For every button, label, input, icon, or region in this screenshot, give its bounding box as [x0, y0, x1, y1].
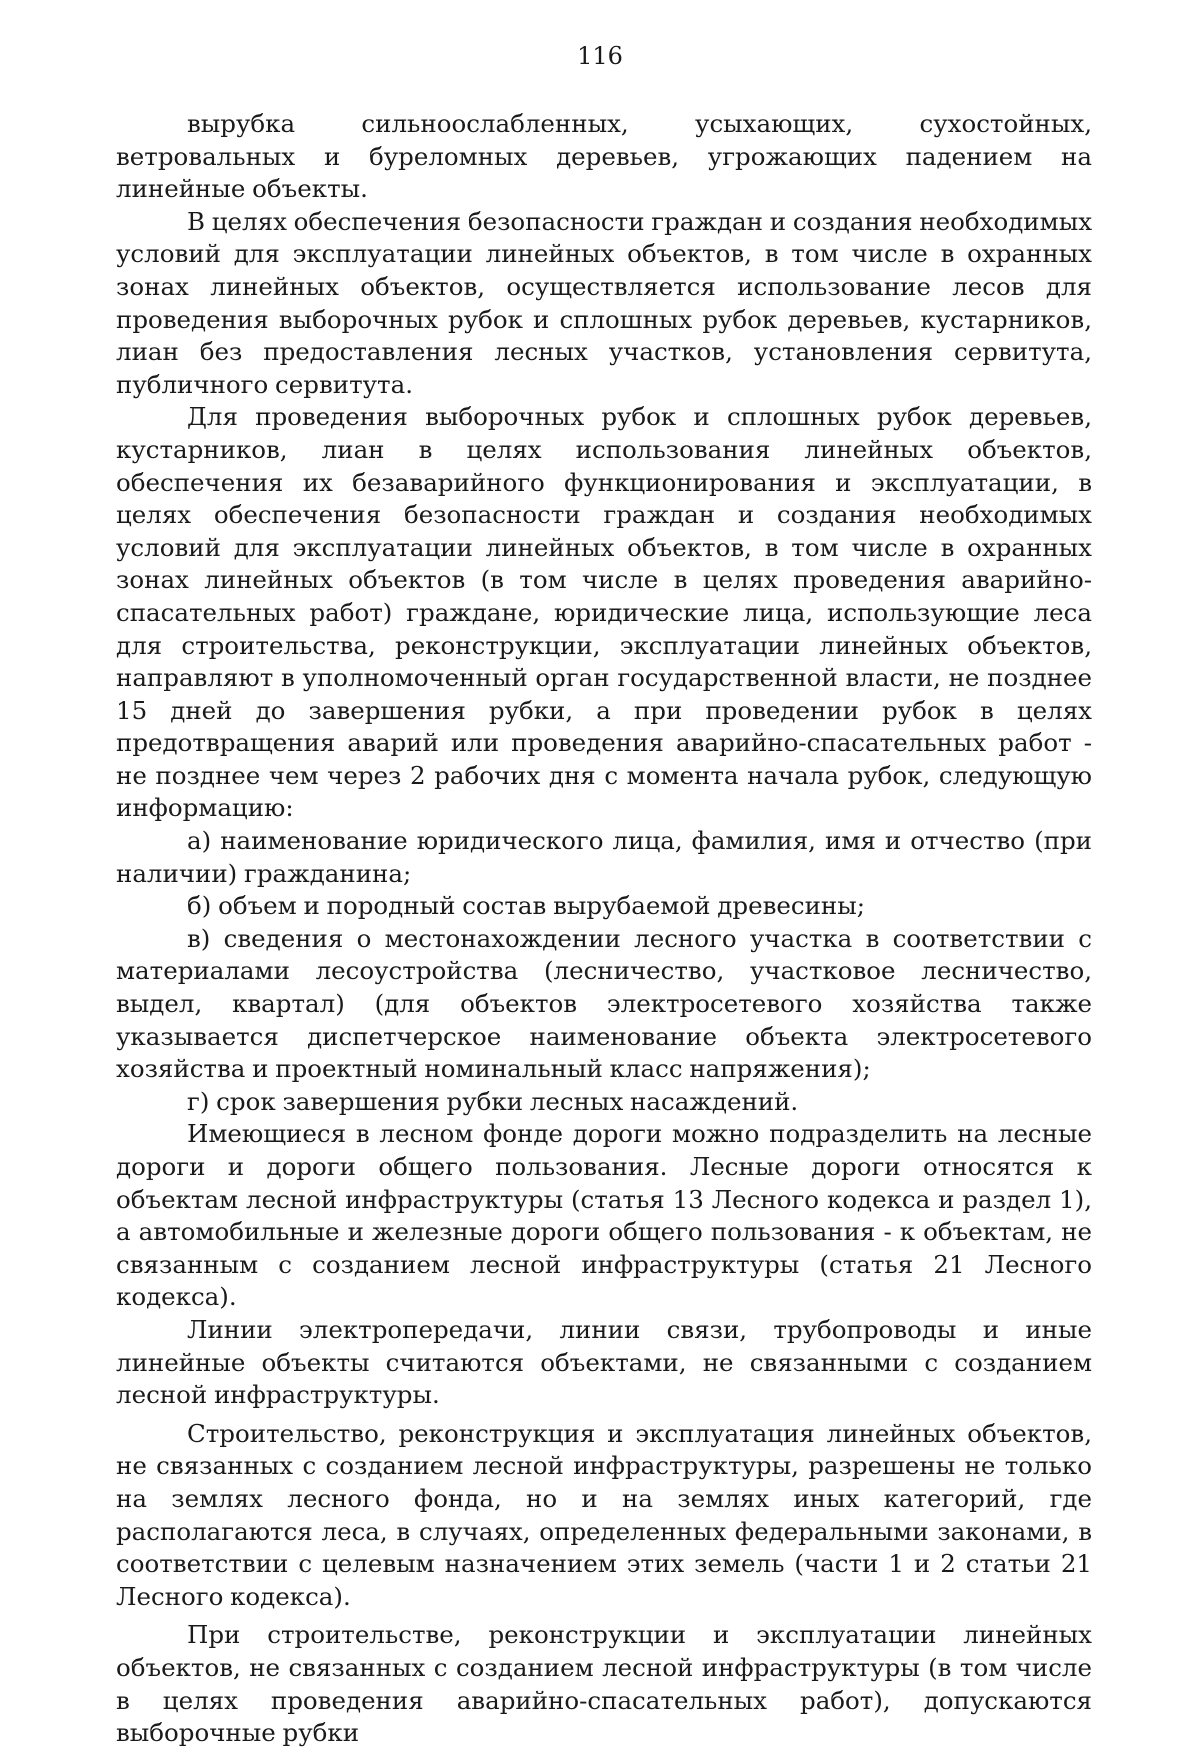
list-item-g: г) срок завершения рубки лесных насаждений.	[187, 1086, 799, 1116]
list-item-v: в) сведения о местонахождении лесного участка в соответствии с материалами лесоустройства (лесничество, участковое лесничество, выдел, квартал) (для объектов электросетевого хозяйства также указывается диспетчерское наименование объекта электросетевого хозяйства и проектный номинальный класс напряжения);	[116, 923, 1092, 1084]
paragraph-cuttings: При строительстве, реконструкции и эксплуатации линейных объектов, не связанных с созданием лесной инфраструктуры (в том числе в целях проведения аварийно-спасательных работ), допускаются выборочные рубки	[116, 1620, 1092, 1748]
paragraph-power-lines: Линии электропередачи, линии связи, трубопроводы и иные линейные объекты считаются объектами, не связанными с созданием лесной инфраструктуры.	[116, 1314, 1092, 1410]
paragraph-1: вырубка сильноослабленных, усыхающих, сухостойных, ветровальных и буреломных деревьев, угрожающих падением на линейные объекты.	[116, 109, 1092, 204]
list-item-b: б) объем и породный состав вырубаемой древесины;	[187, 891, 865, 921]
page-number: 116	[577, 42, 623, 70]
document-body	[116, 108, 1092, 1750]
paragraph-3: Для проведения выборочных рубок и сплошных рубок деревьев, кустарников, лиан в целях использования линейных объектов, обеспечения их безаварийного функционирования и эксплуатации, в целях обеспечения безопасности граждан и создания необходимых условий для эксплуатации линейных объектов, в том числе в охранных зонах линейных объектов (в том числе в целях проведения аварийно-спасательных работ) граждане, юридические лица, использующие леса для строительства, реконструкции, эксплуатации линейных объектов, направляют в уполномоченный орган государственной власти, не позднее 15 дней до завершения рубки, а при проведении рубок в целях предотвращения аварий или проведения аварийно-спасательных работ - не позднее чем через 2 рабочих дня с момента начала рубок, следующую информацию:	[116, 402, 1092, 823]
paragraph-roads: Имеющиеся в лесном фонде дороги можно подразделить на лесные дороги и дороги общего пользования. Лесные дороги относятся к объектам лесной инфраструктуры (статья 13 Лесного кодекса и раздел 1), а автомобильные и железные дороги общего пользования - к объектам, не связанным с созданием лесной инфраструктуры (статья 21 Лесного кодекса).	[116, 1119, 1092, 1312]
paragraph-construction: Строительство, реконструкция и эксплуатация линейных объектов, не связанных с созданием лесной инфраструктуры, разрешены не только на землях лесного фонда, но и на землях иных категорий, где располагаются леса, в случаях, определенных федеральными законами, в соответствии с целевым назначением этих земель (части 1 и 2 статьи 21 Лесного кодекса).	[116, 1418, 1092, 1611]
paragraph-2: В целях обеспечения безопасности граждан и создания необходимых условий для эксплуатации линейных объектов, в том числе в охранных зонах линейных объектов, осуществляется использование лесов для проведения выборочных рубок и сплошных рубок деревьев, кустарников, лиан без предоставления лесных участков, установления сервитута, публичного сервитута.	[116, 206, 1093, 399]
list-item-a: а) наименование юридического лица, фамилия, имя и отчество (при наличии) гражданина;	[116, 826, 1092, 888]
